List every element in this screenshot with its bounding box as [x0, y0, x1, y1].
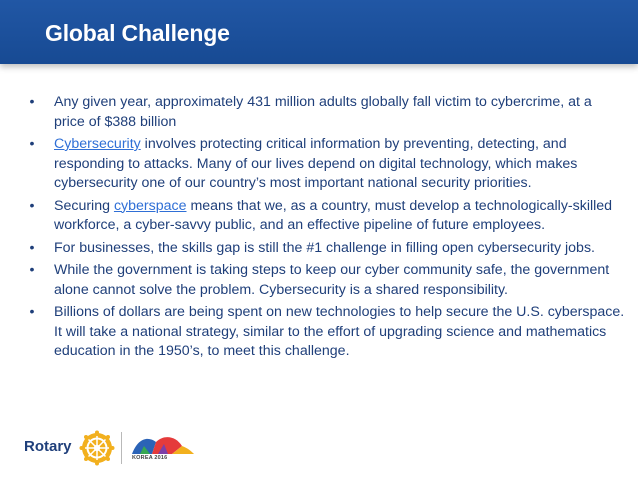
bullet-item — [26, 93, 626, 132]
footer-logos — [24, 430, 214, 466]
bullet-link[interactable]: cyberspace — [113, 197, 187, 214]
bullet-text: While the government is taking steps to keep our cyber community safe, the government alone cannot solve the problem. Cybersecurity is a shared responsibility. — [54, 262, 610, 298]
bullet-link[interactable]: Cybersecurity — [54, 136, 141, 152]
bullet-text: Securing — [54, 197, 114, 214]
bullet-item — [26, 135, 626, 194]
korea-2016-label: KOREA 2016 — [132, 455, 168, 461]
bullet-item — [26, 303, 626, 362]
bullet-text: means that we, as a country, must develop a technologically-skilled workforce, a cyber-savvy public, and an effective pipeline of future employees. — [54, 197, 613, 233]
bullet-marker: • — [29, 197, 35, 214]
bullet-text: Billions of dollars are being spent on new technologies to help secure the U.S. cyberspace. It will take a national strategy, similar to the effort of upgrading science and mathematics education in the 1950’s, to meet this challenge. — [54, 304, 625, 359]
bullet-list — [26, 93, 626, 365]
bullet-text: Any given year, approximately 431 million adults globally fall victim to cybercrime, at a price of $388 billion — [54, 94, 592, 130]
bullet-marker: • — [29, 94, 35, 110]
rotary-logo-text: Rotary — [24, 438, 72, 455]
bullet-text: For businesses, the skills gap is still the #1 challenge in filling open cybersecurity jobs. — [54, 239, 595, 256]
title-bar — [0, 0, 638, 64]
bullet-item — [26, 261, 626, 300]
slide-title: Global Challenge — [45, 20, 230, 46]
rotary-wheel-icon — [79, 430, 115, 466]
bullet-item — [26, 239, 626, 259]
bullet-marker: • — [29, 239, 35, 256]
bullet-marker: • — [29, 304, 35, 320]
bullet-item — [26, 197, 626, 236]
bullet-marker: • — [29, 262, 35, 278]
bullet-text: involves protecting critical information by preventing, detecting, and responding to attacks. Many of our lives depend on digital technology, which makes cybersecurity one of our country’s most important national security priorities. — [54, 136, 578, 191]
bullet-marker: • — [29, 136, 35, 152]
logo-divider — [121, 432, 122, 464]
